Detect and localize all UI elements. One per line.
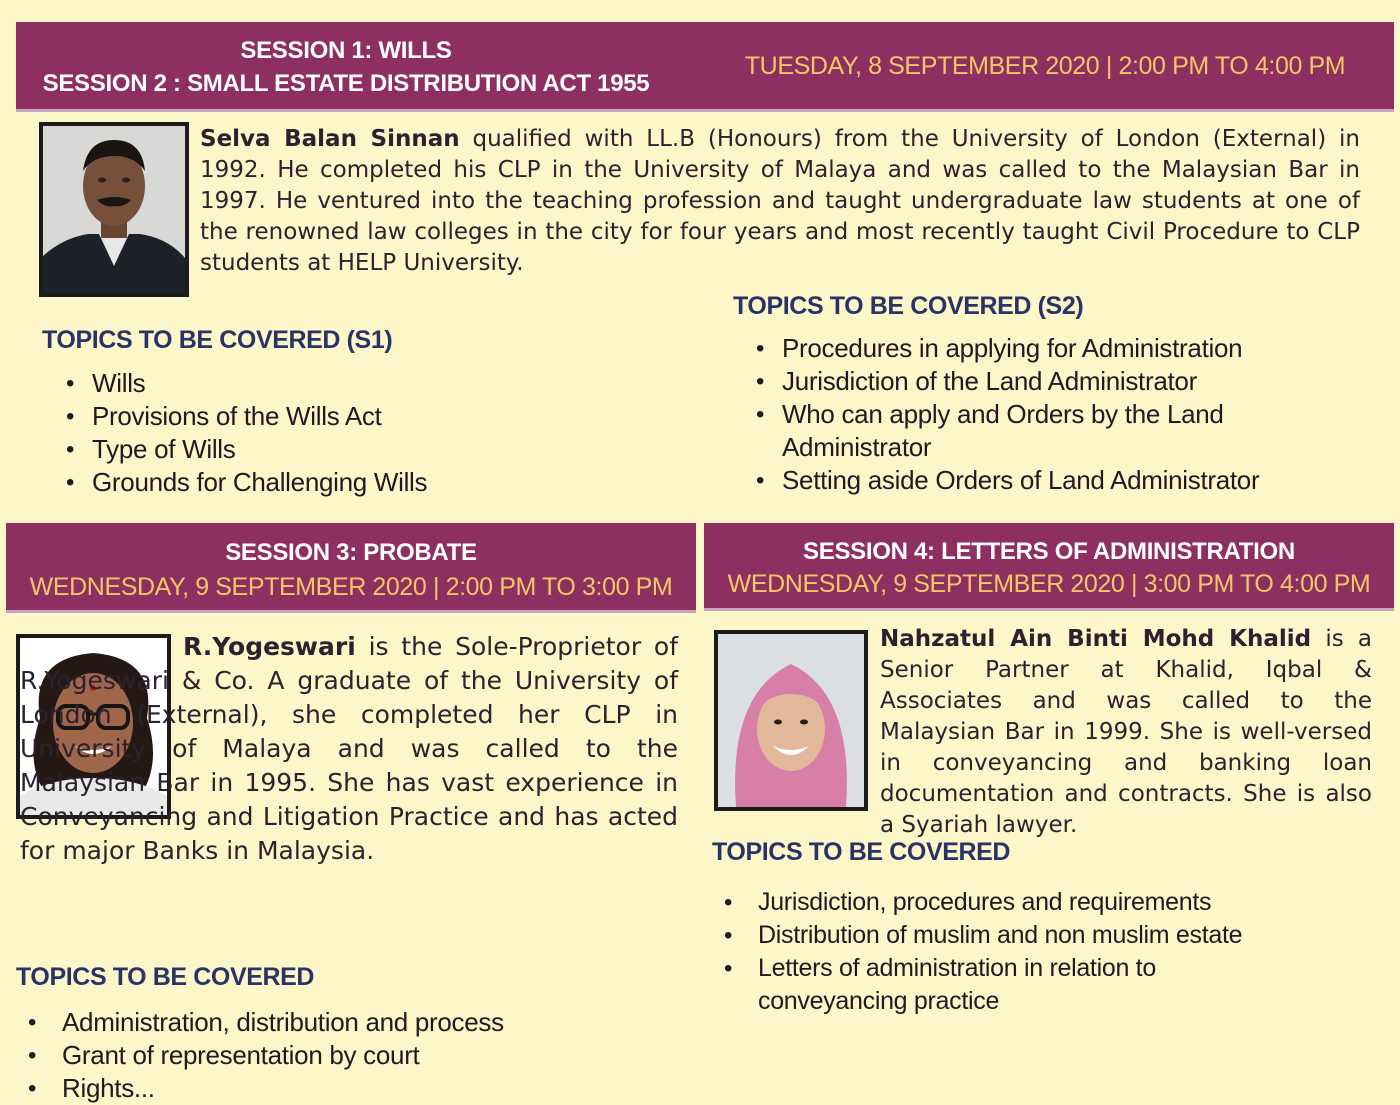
topic-s2-item: • Procedures in applying for Administration (756, 332, 1376, 365)
session-3-banner (6, 523, 696, 613)
topic-s1-item: • Type of Wills (66, 433, 666, 466)
topics-s1-heading: TOPICS TO BE COVERED (S1) (42, 326, 393, 354)
portrait-woman-hijab-image (718, 634, 864, 807)
session-1-title: SESSION 1: WILLS (240, 37, 452, 64)
speaker-photo-selva (39, 122, 189, 297)
speaker-name-selva: Selva Balan Sinnan (200, 126, 460, 152)
topics-s4-heading: TOPICS TO BE COVERED (712, 838, 1011, 866)
speaker-bio-selva (200, 124, 1360, 279)
topics-s2-list (756, 332, 1376, 497)
session-1-2-banner (16, 22, 1394, 112)
speaker-bio-yogeswari (20, 630, 678, 868)
session-3-date-time: WEDNESDAY, 9 SEPTEMBER 2020 | 2:00 PM TO 3:00 PM (29, 573, 673, 601)
topic-s4-item: • Distribution of muslim and non muslim estate (712, 919, 1352, 952)
speaker-name-yogeswari: R.Yogeswari (183, 632, 356, 661)
portrait-man-image (43, 126, 185, 293)
speaker-name-nahzatul: Nahzatul Ain Binti Mohd Khalid (880, 626, 1312, 652)
topics-s3-list (16, 1006, 686, 1105)
speaker-photo-nahzatul (714, 630, 868, 811)
topics-s1-list (66, 367, 666, 499)
speaker-bio-nahzatul (880, 624, 1372, 841)
session-1-2-date-time: TUESDAY, 8 SEPTEMBER 2020 | 2:00 PM TO 4:00 PM (744, 52, 1346, 80)
topic-s4-item: • Jurisdiction, procedures and requirements (712, 886, 1352, 919)
topics-s3-heading: TOPICS TO BE COVERED (16, 963, 315, 991)
session-4-banner (704, 523, 1394, 611)
topic-s3-item: • Rights... (16, 1072, 686, 1105)
topic-s2-item: • Jurisdiction of the Land Administrator (756, 365, 1376, 398)
topic-s3-item: • Administration, distribution and process (16, 1006, 686, 1039)
session-4-date-time: WEDNESDAY, 9 SEPTEMBER 2020 | 3:00 PM TO 4:00 PM (727, 570, 1371, 598)
speaker-bio-text-selva: qualified with LL.B (Honours) from the University of London (External) in 1992. He completed his CLP in the University of Malaya and was called to the Malaysian Bar in 1997. He ventured into the teaching profession and taught undergraduate law students at one of the renowned law colleges in the city for four years and most recently taught Civil Procedure to CLP students at HELP University. (200, 126, 1361, 276)
session-1-2-titles (16, 22, 676, 112)
topics-s2-heading: TOPICS TO BE COVERED (S2) (733, 292, 1084, 320)
topic-s3-item: • Grant of representation by court (16, 1039, 686, 1072)
topic-s2-item: • Setting aside Orders of Land Administrator (756, 464, 1376, 497)
session-3-title: SESSION 3: PROBATE (225, 539, 477, 566)
topic-s4-item: • Letters of administration in relation to conveyancing practice (712, 952, 1278, 1018)
topic-s1-item: • Wills (66, 367, 666, 400)
topics-s4-list (712, 886, 1352, 1018)
topic-s1-item: • Grounds for Challenging Wills (66, 466, 666, 499)
speaker-bio-text-yogeswari: is the Sole-Proprietor of R.Yogeswari & Co. A graduate of the University of London (External), she completed her CLP in University of Malaya and was called to the Malaysian Bar in 1995. She has vast experience in Conveyancing and Litigation Practice and has acted for major Banks in Malaysia. (20, 632, 678, 865)
topic-s1-item: • Provisions of the Wills Act (66, 400, 666, 433)
session-2-title: SESSION 2 : SMALL ESTATE DISTRIBUTION ACT 1955 (42, 70, 650, 97)
speaker-bio-text-nahzatul: is a Senior Partner at Khalid, Iqbal & Associates and was called to the Malaysian Bar in 1999. She is well-versed in conveyancing and banking loan documentation and contracts. She is also a Syariah lawyer. (880, 626, 1372, 838)
topic-s2-item: • Who can apply and Orders by the Land Administrator (756, 398, 1342, 464)
session-4-title: SESSION 4: LETTERS OF ADMINISTRATION (803, 538, 1295, 565)
